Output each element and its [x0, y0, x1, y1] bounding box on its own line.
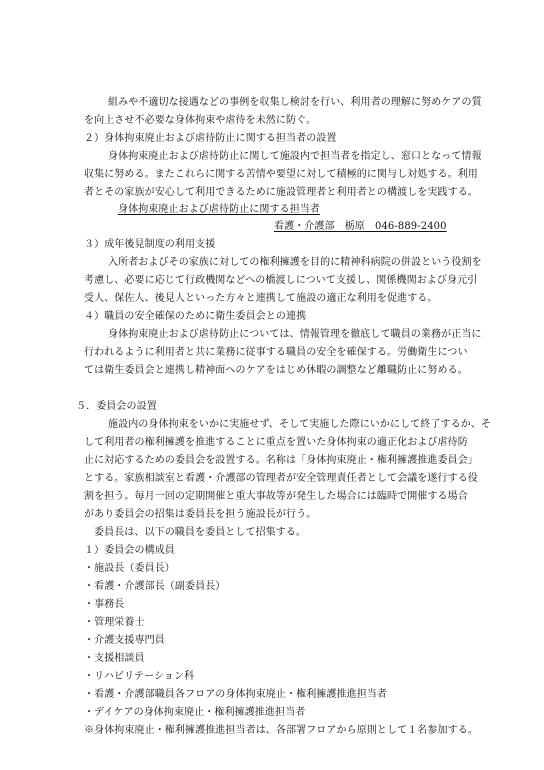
member-item: ・介護支援専門員 — [84, 635, 165, 646]
section5-paragraph-line: とする。家族相談室と看護・介護部の管理者が安全管理責任者として会議を遂行する役 — [84, 473, 478, 484]
item3-paragraph-line: 入所者およびその家族に対しての権利擁護を目的に精神科病院の併設という役割を — [108, 257, 482, 268]
members-subheading: １）委員会の構成員 — [84, 545, 175, 556]
section5-paragraph-line: 施設内の身体拘束をいかに実施せず、そして実施した際にいかにして終了するか、そ — [108, 419, 491, 430]
member-item: ・看護・介護部長（副委員長） — [84, 581, 226, 592]
item4-paragraph-line: 身体拘束廃止および虐待防止については、情報管理を徹底して職員の業務が正当に — [108, 329, 482, 340]
item3-paragraph-line: 考慮し、必要に応じて行政機関などへの橋渡しについて支援し、関係機関および身元引 — [84, 275, 478, 286]
item3-heading: ３）成年後見制度の利用支援 — [84, 239, 216, 250]
item4-paragraph-line: ては衛生委員会と連携し精神面へのケアをはじめ休暇の調整など離職防止に努める。 — [84, 365, 468, 376]
section5-paragraph-line: があり委員会の招集は委員長を担う施設長が行う。 — [84, 509, 317, 520]
section5-paragraph-line: 委員長は、以下の職員を委員として招集する。 — [94, 527, 307, 538]
member-item: ・管理栄養士 — [84, 617, 145, 628]
item2-paragraph-line: 身体拘束廃止および虐待防止に関して施設内で担当者を指定し、窓口となって情報 — [108, 151, 482, 162]
item2-paragraph-line: 収集に努める。またこれらに関する苦情や要望に対して積極的に関与し対処する。利用 — [84, 169, 478, 180]
item2-heading: ２）身体拘束廃止および虐待防止に関する担当者の設置 — [84, 133, 337, 144]
section5-paragraph-line: 止に対応するための委員会を設置する。名称は「身体拘束廃止・権利擁護推進委員会」 — [84, 455, 478, 466]
contact-detail: 看護・介護部 栃原 046-889-2400 — [274, 221, 447, 232]
section5-paragraph-line: 割を担う。毎月一回の定期開催と重大事故等が発生した場合には臨時で開催する場合 — [84, 491, 468, 502]
member-note: ※身体拘束廃止・権利擁護推進担当者は、各部署フロアから原則として１名参加する。 — [84, 725, 478, 736]
section5-paragraph-line: して利用者の権利擁護を推進することに重点を置いた身体拘束の適正化および虐待防 — [84, 437, 468, 448]
item3-paragraph-line: 受人、保佐人、後見人といった方々と連携して施設の適正な利用を促進する。 — [84, 293, 438, 304]
member-item: ・施設長（委員長） — [84, 563, 175, 574]
item4-paragraph-line: 行われるように利用者と共に業務に従事する職員の安全を確保する。労働衛生につい — [84, 347, 468, 358]
item2-paragraph-line: 者とその家族が安心して利用できるために施設管理者と利用者との構渡しを実践する。 — [84, 187, 478, 198]
section4-cont-line: を向上させ不必要な身体拘束や虐待を未然に防ぐ。 — [84, 115, 317, 126]
member-item: ・リハビリテーション科 — [84, 671, 195, 682]
section4-cont-line: 組みや不適切な接遇などの事例を収集し検討を行い、利用者の理解に努めケアの質 — [108, 97, 482, 108]
member-item: ・デイケアの身体拘束廃止・権利擁護推進担当者 — [84, 707, 306, 718]
item4-heading: ４）職員の安全確保のために衛生委員会との連携 — [84, 311, 307, 322]
member-item: ・支援相談員 — [84, 653, 145, 664]
member-item: ・事務長 — [84, 599, 125, 610]
member-item: ・看護・介護部職員各フロアの身体拘束廃止・権利擁護推進担当者 — [84, 689, 387, 700]
contact-title: 身体拘束廃止および虐待防止に関する担当者 — [118, 204, 320, 215]
section5-heading: ５．委員会の設置 — [76, 401, 157, 412]
